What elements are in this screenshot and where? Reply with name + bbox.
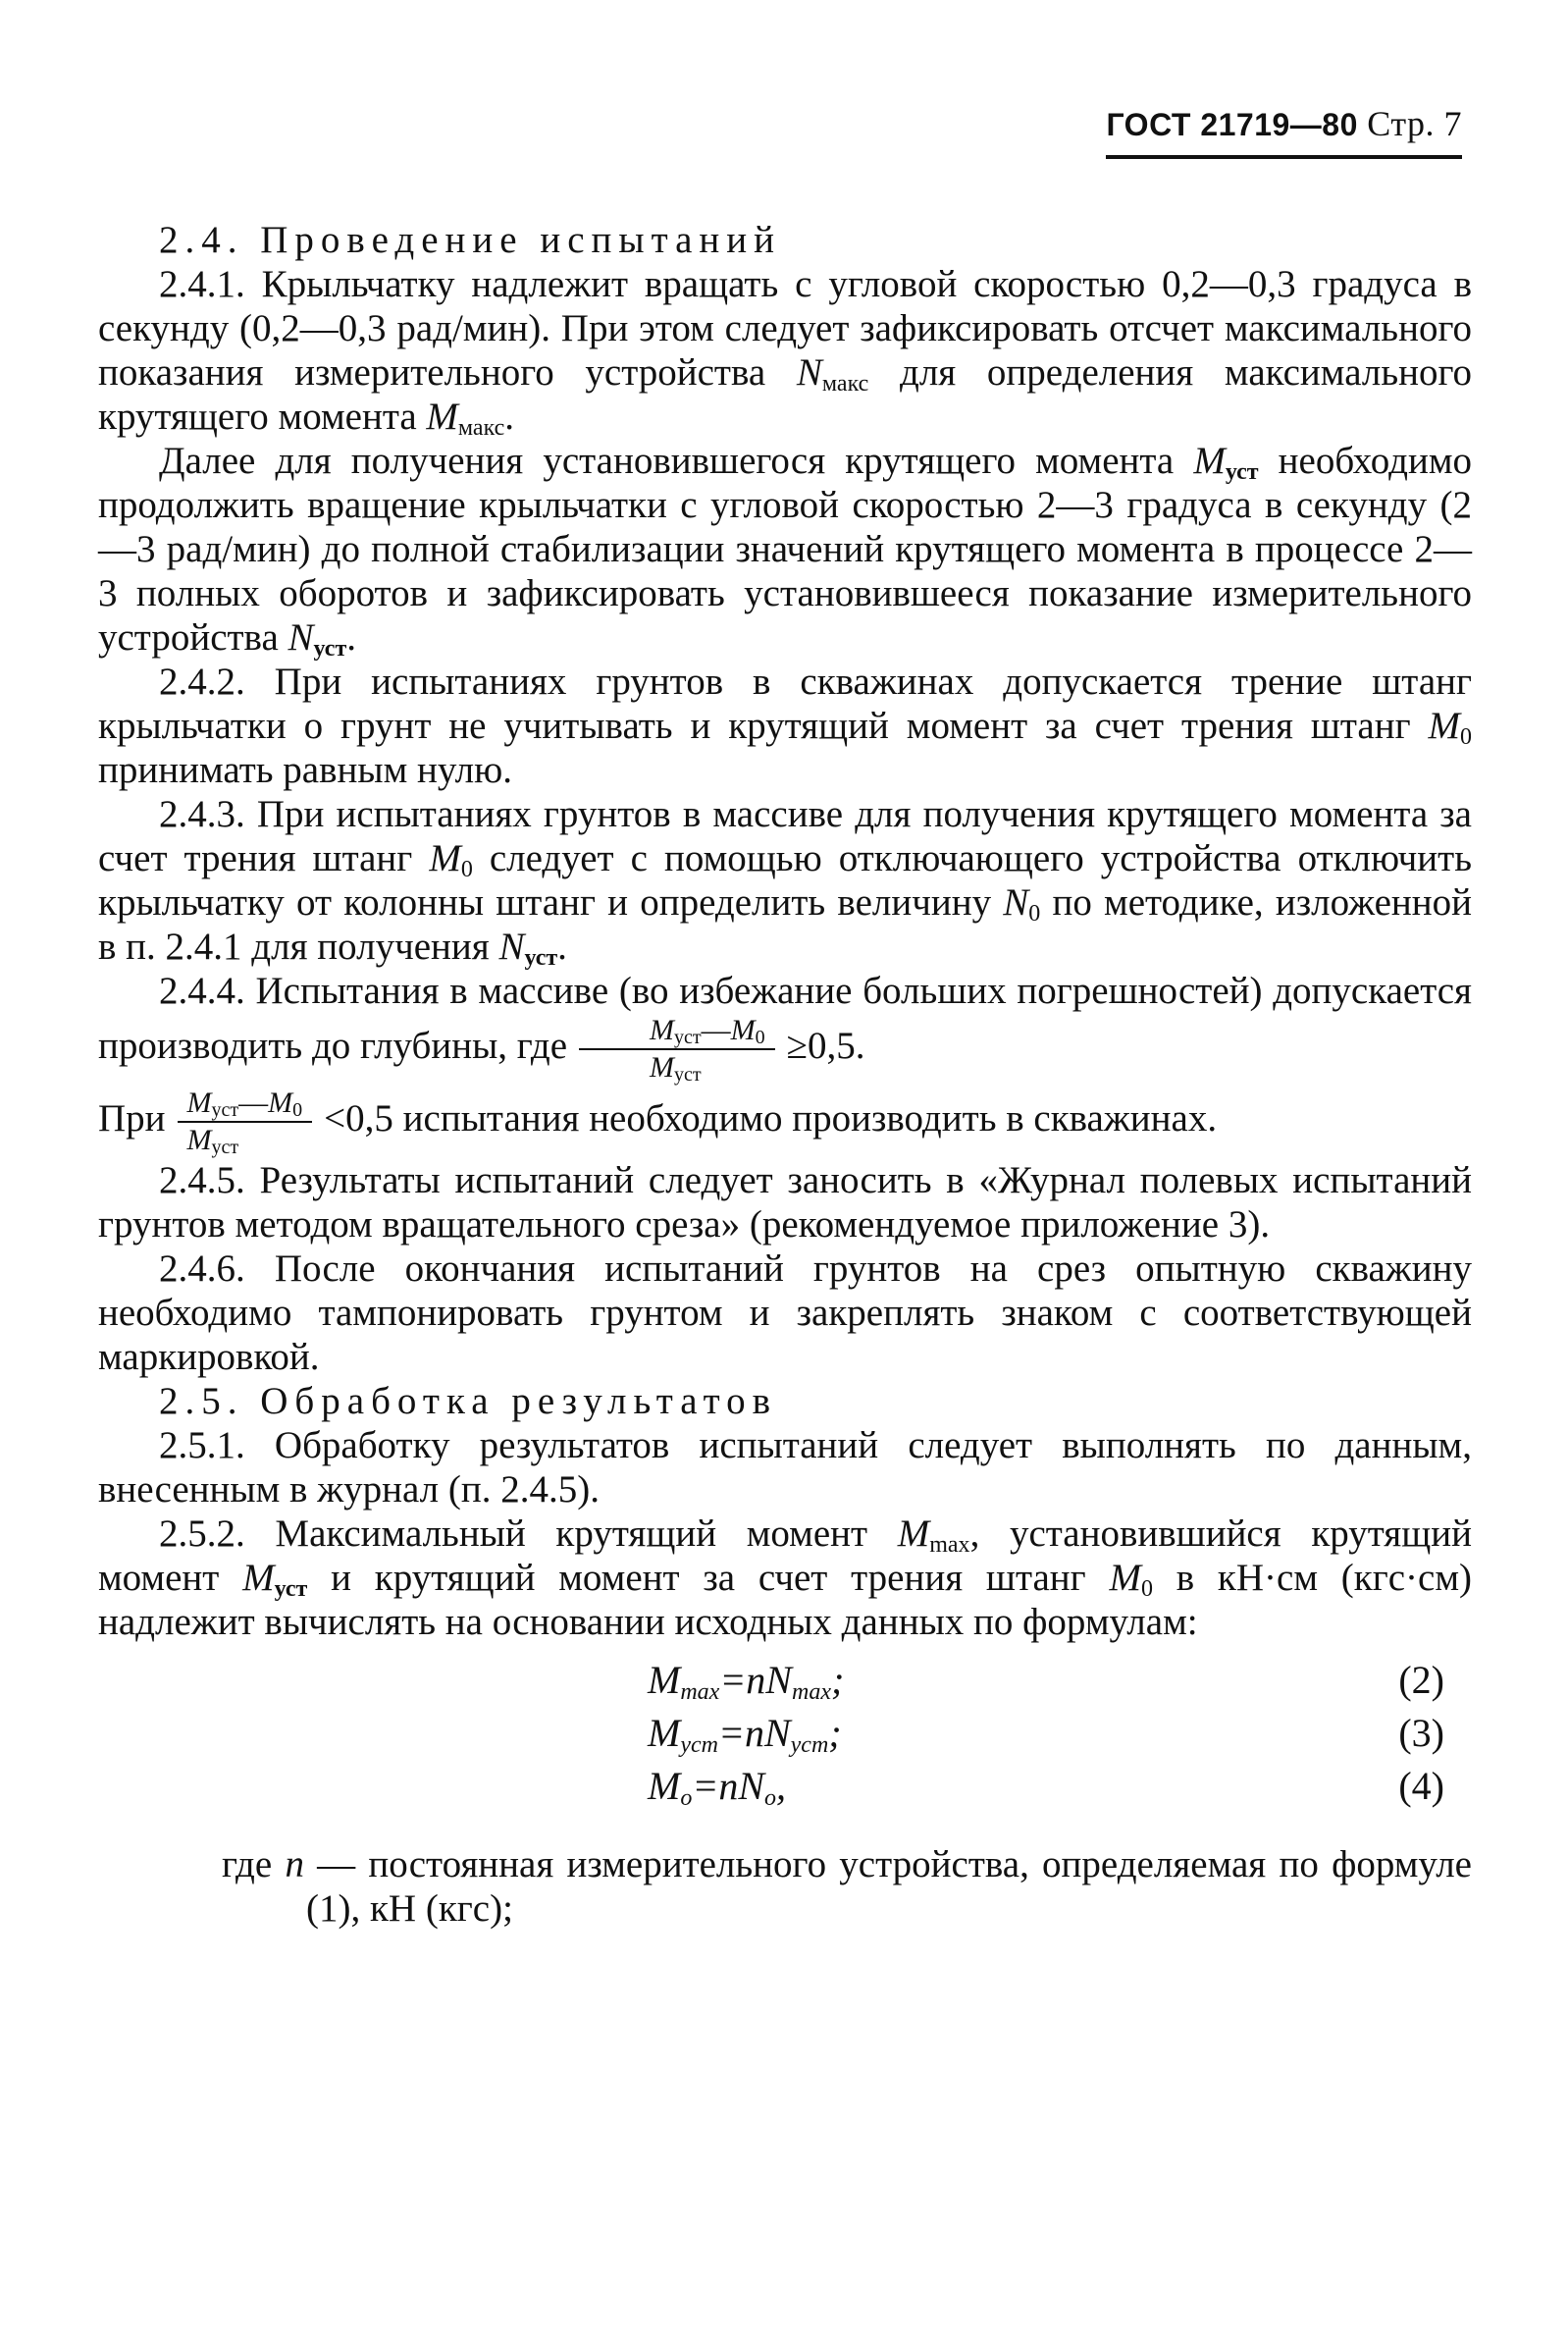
text: 2.4.3. При испытаниях грунтов в массиве для получения крутящего момента за счет трения штанг: [98, 793, 1472, 879]
subscript: 0: [1460, 724, 1472, 750]
subscript: max: [680, 1679, 720, 1705]
symbol: M: [648, 1764, 681, 1808]
text: .: [504, 396, 515, 438]
section-heading-2-5: 2.5. Обработка результатов: [159, 1380, 778, 1422]
fraction-numerator: [579, 1013, 775, 1050]
formula-number: (2): [1398, 1658, 1444, 1702]
symbol: M: [429, 837, 461, 879]
symbol: M: [648, 1658, 681, 1702]
text: , установившийся крутящий момент: [98, 1512, 1472, 1599]
formula-number: (3): [1398, 1711, 1444, 1755]
section-heading-2-4: 2.4. Проведение испытаний: [159, 219, 782, 261]
formula-3: [98, 1707, 1472, 1760]
symbol: n: [285, 1843, 304, 1885]
symbol: M: [650, 1014, 675, 1046]
subscript: 0: [1140, 1576, 1153, 1602]
symbol: =nN: [719, 1658, 792, 1702]
punctuation: ;: [830, 1658, 845, 1702]
text: 2.4.4. Испытания в массиве (во избежание больших погрешностей) допускается производить до глубины, где: [98, 970, 1472, 1067]
paragraph-2-4-5: 2.4.5. Результаты испытаний следует заносить в «Журнал полевых испытаний грунтов методом вращательного среза» (рекомендуемое приложение 3).: [98, 1159, 1472, 1246]
text: в кН·см (кгс·см) надлежит вычислять на основании исходных данных по формулам:: [98, 1557, 1472, 1643]
subscript: 0: [1028, 901, 1041, 927]
symbol: M: [1193, 440, 1226, 482]
subscript: o: [680, 1785, 693, 1811]
paragraph-2-5-1: 2.5.1. Обработку результатов испытаний следует выполнять по данным, внесенным в журнал (п. 2.4.5).: [98, 1424, 1472, 1511]
symbol: M: [1109, 1557, 1141, 1599]
subscript: max: [929, 1532, 970, 1558]
formula-2: [98, 1654, 1472, 1707]
symbol: N: [796, 351, 822, 394]
page-number: Стр. 7: [1367, 104, 1462, 143]
text: по методике, изложенной в п. 2.4.1 для получения: [98, 881, 1472, 968]
text: Далее для получения установившегося крутящего момента: [159, 440, 1194, 482]
symbol: =nN: [692, 1764, 764, 1808]
formula-expression: [648, 1707, 842, 1760]
fraction-numerator: [178, 1086, 313, 1123]
symbol: N: [1003, 881, 1029, 924]
subscript: уст: [524, 945, 558, 971]
symbol: =nN: [717, 1711, 791, 1755]
page-header: [1106, 102, 1462, 159]
subscript: уст: [790, 1732, 829, 1758]
subscript: 0: [755, 1027, 765, 1048]
paragraph-2-4-1-continued: [98, 439, 1472, 660]
condition: <0,5: [324, 1096, 393, 1140]
text: следует с помощью отключающего устройства отключить крыльчатку от колонны штанг и определить величину: [98, 837, 1472, 924]
text: .: [557, 926, 567, 968]
formula-expression: [648, 1654, 844, 1707]
symbol: M: [186, 1124, 212, 1156]
paragraph-2-4-3: [98, 792, 1472, 969]
text: 2.4.2. При испытаниях грунтов в скважинах допускается трение штанг крыльчатки о грунт не учитывать и крутящий момент за счет трения штанг: [98, 661, 1472, 747]
symbol: M: [650, 1051, 675, 1084]
minus-sign: —: [701, 1014, 731, 1046]
fraction-denominator: [178, 1123, 313, 1158]
formula-number: (4): [1398, 1764, 1444, 1808]
symbol: M: [897, 1512, 930, 1555]
where-clause: [98, 1842, 1472, 1931]
symbol: M: [242, 1557, 275, 1599]
symbol: M: [1428, 705, 1460, 747]
subscript: 0: [460, 857, 473, 882]
subscript: уст: [674, 1027, 702, 1048]
page-content: [98, 218, 1472, 1931]
subscript: уст: [274, 1576, 308, 1602]
symbol: N: [287, 616, 314, 659]
paragraph-2-5-2: [98, 1512, 1472, 1644]
condition: ≥0,5.: [786, 1024, 865, 1067]
paragraph-2-4-1: [98, 262, 1472, 439]
text: .: [346, 616, 356, 659]
text: При: [98, 1096, 166, 1140]
subscript: уст: [680, 1732, 718, 1758]
formula-4: [98, 1760, 1472, 1813]
subscript: макс: [821, 371, 869, 397]
subscript: уст: [313, 636, 347, 662]
formula-expression: [648, 1760, 786, 1813]
subscript: уст: [1225, 459, 1259, 485]
fraction-denominator: [579, 1050, 775, 1086]
fraction: [579, 1013, 775, 1086]
fraction: [178, 1086, 313, 1158]
text: принимать равным нулю.: [98, 749, 513, 791]
minus-sign: —: [238, 1087, 269, 1119]
text: где: [222, 1843, 286, 1885]
text: необходимо продолжить вращение крыльчатки с угловой скоростью 2—3 градуса в секунду (2—3 рад/мин) до полной стабилизации значений крутящего момента в процессе 2—3 полных оборотов и зафиксировать установившееся показание измерительного устройства: [98, 440, 1472, 659]
symbol: M: [426, 396, 458, 438]
text: и крутящий момент за счет трения штанг: [307, 1557, 1110, 1599]
subscript: уст: [211, 1099, 239, 1121]
subscript: 0: [292, 1099, 303, 1121]
text: испытания необходимо производить в скважинах.: [402, 1096, 1218, 1140]
standard-number: ГОСТ 21719—80: [1106, 107, 1358, 142]
paragraph-2-4-6: 2.4.6. После окончания испытаний грунтов на срез опытную скважину необходимо тампонировать грунтом и закреплять знаком с соответствующей маркировкой.: [98, 1247, 1472, 1378]
subscript: уст: [211, 1137, 239, 1158]
paragraph-2-4-4: [98, 969, 1472, 1086]
symbol: M: [730, 1014, 756, 1046]
text: 2.5.2. Максимальный крутящий момент: [159, 1512, 898, 1555]
paragraph-2-4-2: [98, 660, 1472, 792]
symbol: M: [648, 1711, 681, 1755]
subscript: уст: [674, 1064, 702, 1086]
symbol: M: [186, 1087, 212, 1119]
subscript: o: [764, 1785, 776, 1811]
symbol: M: [268, 1087, 293, 1119]
symbol: N: [498, 926, 525, 968]
text: 2.4.1. Крыльчатку надлежит вращать с угловой скоростью 0,2—0,3 градуса в секунду (0,2—0,3 рад/мин). При этом следует зафиксировать отсчет максимального показания измерительного устройства: [98, 263, 1472, 394]
paragraph-2-4-4-continued: [98, 1086, 1472, 1158]
subscript: макс: [457, 415, 505, 441]
subscript: max: [791, 1679, 831, 1705]
text: для определения максимального крутящего момента: [98, 351, 1472, 438]
text: — постоянная измерительного устройства, определяемая по формуле (1), кН (кгс);: [303, 1843, 1472, 1930]
punctuation: ;: [828, 1711, 842, 1755]
punctuation: ,: [776, 1764, 786, 1808]
